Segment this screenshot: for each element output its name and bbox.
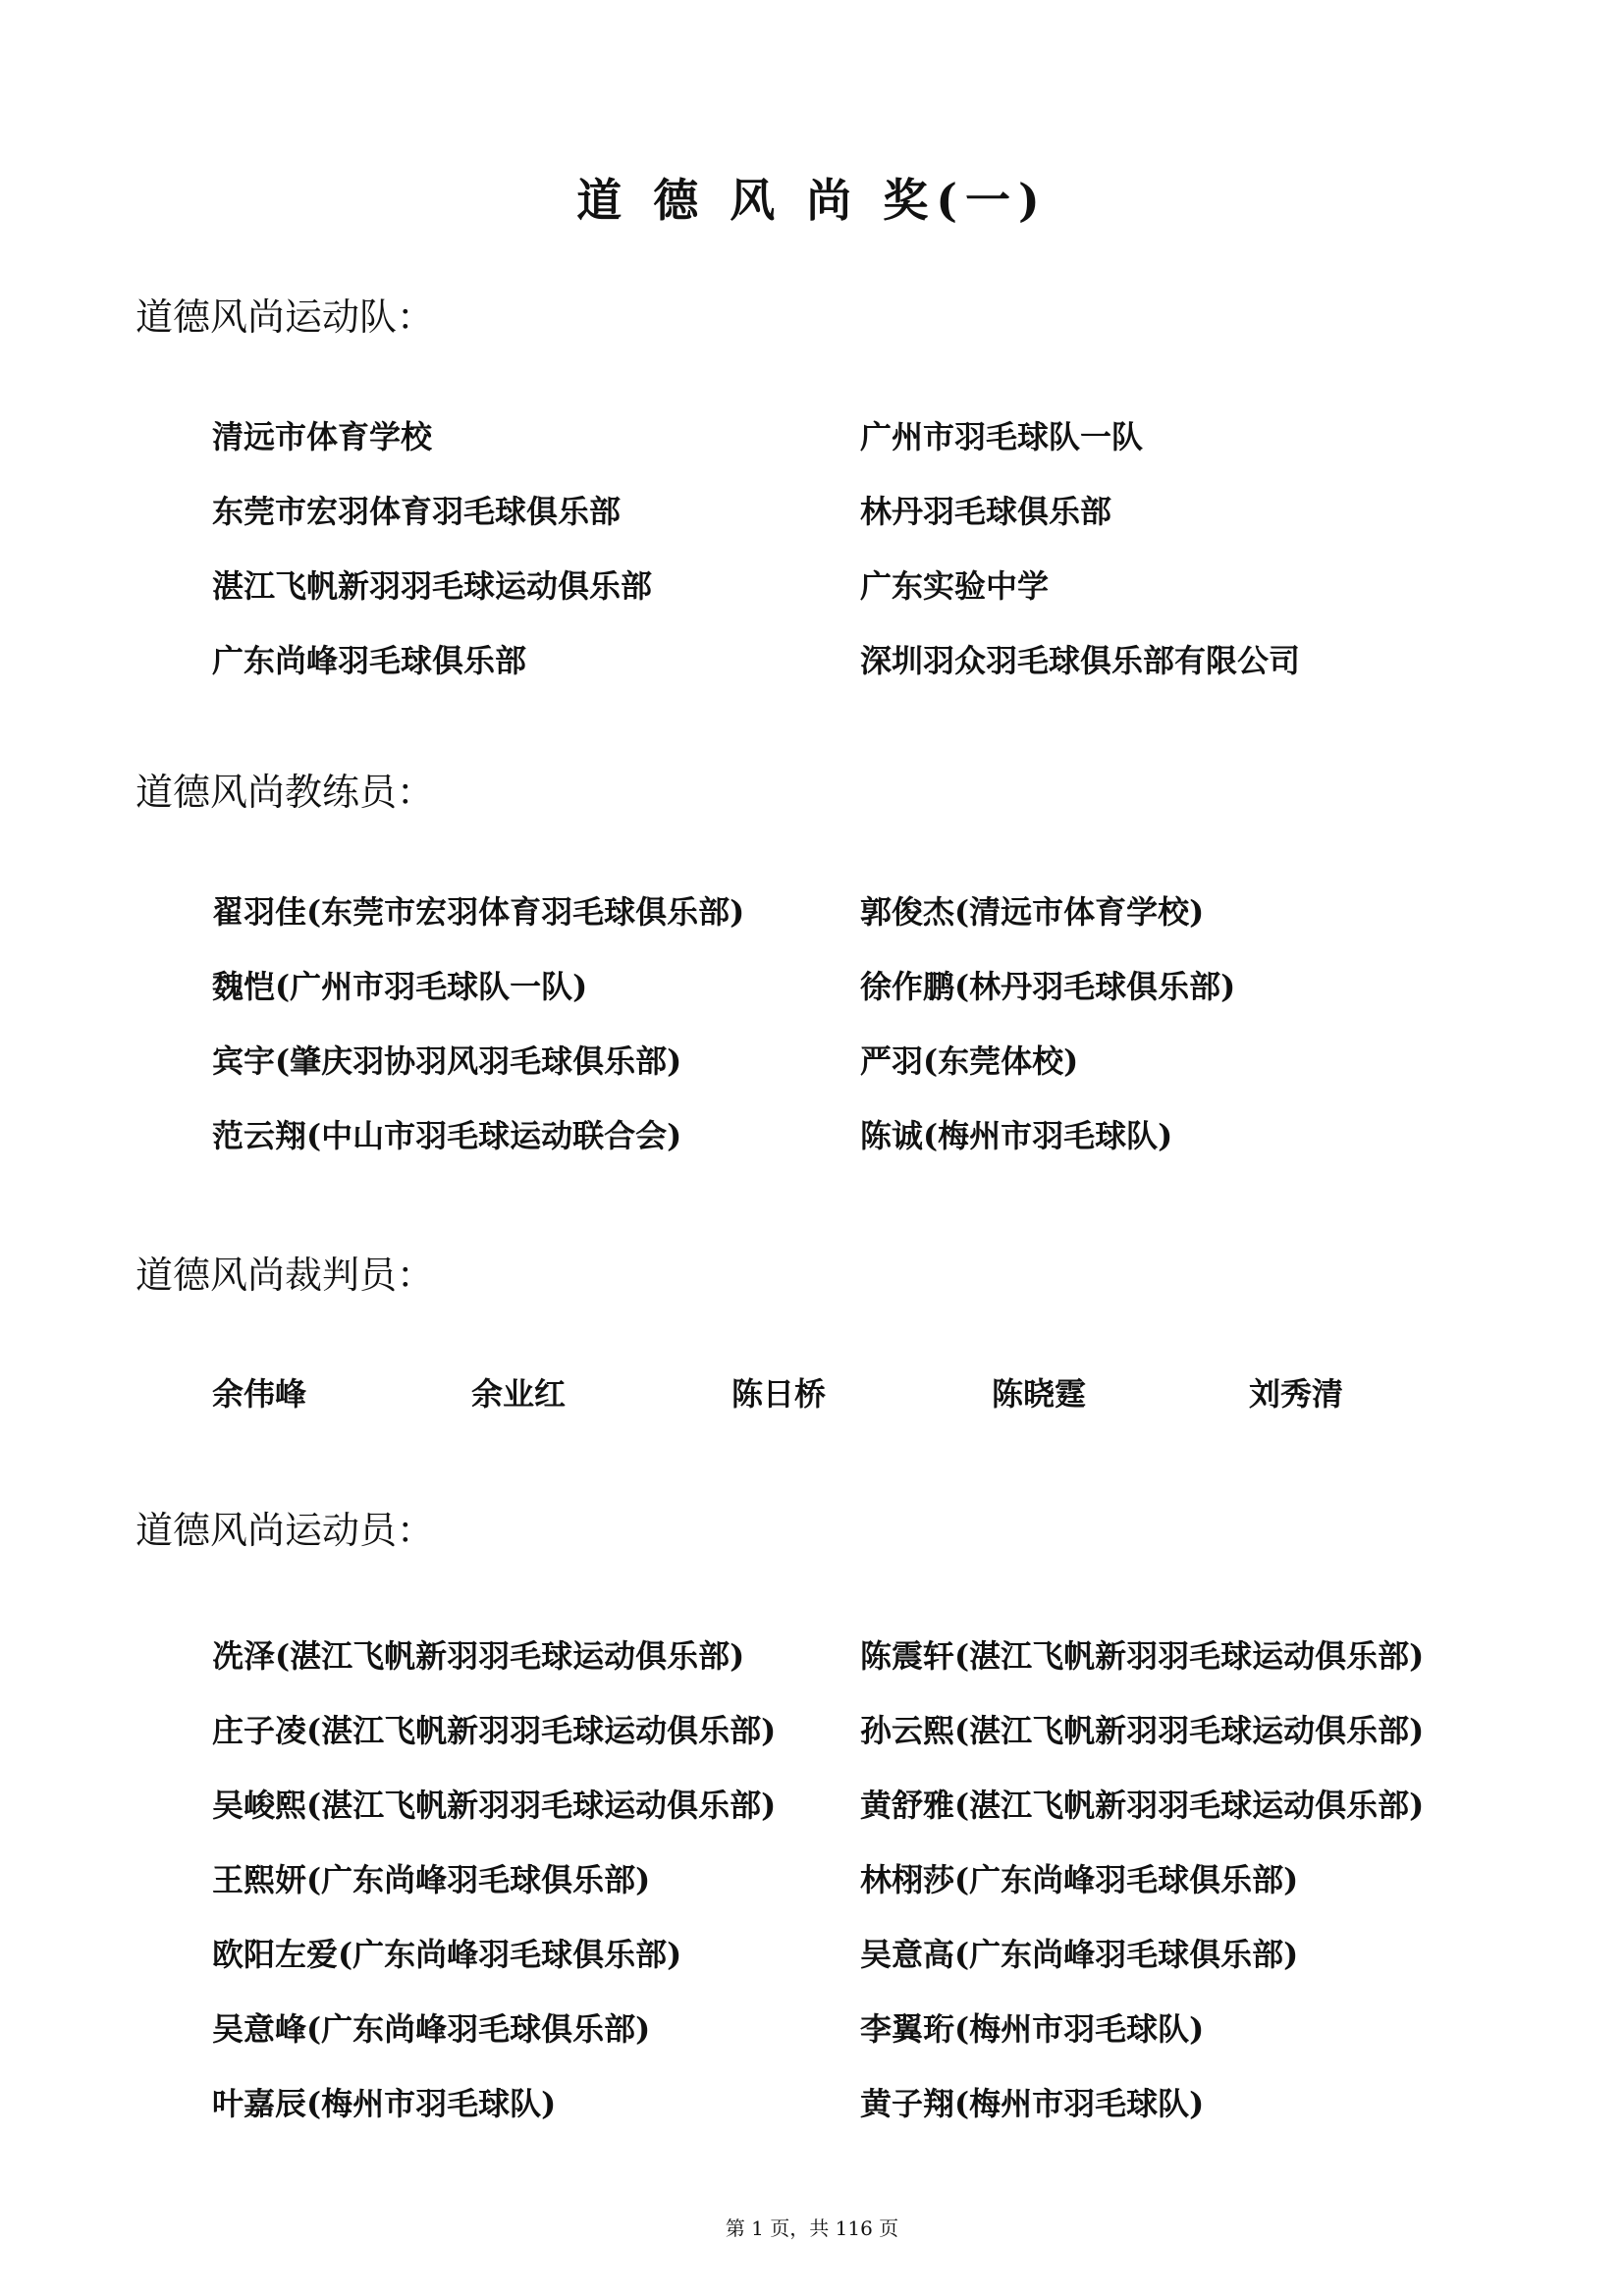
coach-entry: 宾宇(肇庆羽协羽风羽毛球俱乐部) — [212, 1042, 682, 1080]
team-name: 湛江飞帆新羽羽毛球运动俱乐部 — [212, 567, 653, 605]
team-name: 广东实验中学 — [860, 567, 1050, 605]
athlete-entry: 吴意高(广东尚峰羽毛球俱乐部) — [860, 1936, 1299, 1973]
athlete-entry: 林栩莎(广东尚峰羽毛球俱乐部) — [860, 1861, 1299, 1898]
athlete-entry: 孙云熙(湛江飞帆新羽羽毛球运动俱乐部) — [860, 1712, 1425, 1749]
team-name: 东莞市宏羽体育羽毛球俱乐部 — [212, 493, 622, 530]
athlete-entry: 黄舒雅(湛江飞帆新羽羽毛球运动俱乐部) — [860, 1787, 1425, 1824]
page-title: 道 德 风 尚 奖(一) — [576, 174, 1048, 227]
referee-name: 陈日桥 — [731, 1375, 827, 1413]
team-name: 深圳羽众羽毛球俱乐部有限公司 — [860, 642, 1301, 679]
team-name: 林丹羽毛球俱乐部 — [860, 493, 1112, 530]
referee-name: 余业红 — [471, 1375, 567, 1413]
coach-entry: 翟羽佳(东莞市宏羽体育羽毛球俱乐部) — [212, 893, 745, 931]
team-name: 广州市羽毛球队一队 — [860, 418, 1144, 455]
section-heading-referees: 道德风尚裁判员： — [135, 1254, 435, 1297]
coach-entry: 陈诚(梅州市羽毛球队) — [860, 1117, 1173, 1154]
athlete-entry: 李翼珩(梅州市羽毛球队) — [860, 2010, 1205, 2048]
section-heading-athletes: 道德风尚运动员： — [135, 1509, 435, 1552]
athlete-entry: 吴峻熙(湛江飞帆新羽羽毛球运动俱乐部) — [212, 1787, 777, 1824]
section-heading-teams: 道德风尚运动队： — [135, 295, 435, 339]
athlete-entry: 陈震轩(湛江飞帆新羽羽毛球运动俱乐部) — [860, 1637, 1425, 1675]
athlete-entry: 叶嘉辰(梅州市羽毛球队) — [212, 2085, 557, 2122]
referee-name: 陈晓霆 — [992, 1375, 1087, 1413]
coach-entry: 范云翔(中山市羽毛球运动联合会) — [212, 1117, 682, 1154]
page-footer: 第 1 页，共 116 页 — [725, 2216, 899, 2240]
athlete-entry: 庄子凌(湛江飞帆新羽羽毛球运动俱乐部) — [212, 1712, 777, 1749]
athlete-entry: 冼泽(湛江飞帆新羽羽毛球运动俱乐部) — [212, 1637, 745, 1675]
coach-entry: 魏恺(广州市羽毛球队一队) — [212, 968, 588, 1005]
referee-name: 余伟峰 — [212, 1375, 307, 1413]
coach-entry: 严羽(东莞体校) — [860, 1042, 1079, 1080]
coach-entry: 徐作鹏(林丹羽毛球俱乐部) — [860, 968, 1236, 1005]
coach-entry: 郭俊杰(清远市体育学校) — [860, 893, 1205, 931]
team-name: 广东尚峰羽毛球俱乐部 — [212, 642, 527, 679]
athlete-entry: 吴意峰(广东尚峰羽毛球俱乐部) — [212, 2010, 651, 2048]
team-name: 清远市体育学校 — [212, 418, 433, 455]
section-heading-coaches: 道德风尚教练员： — [135, 771, 435, 814]
athlete-entry: 王熙妍(广东尚峰羽毛球俱乐部) — [212, 1861, 651, 1898]
referee-name: 刘秀清 — [1249, 1375, 1344, 1413]
athlete-entry: 欧阳左爱(广东尚峰羽毛球俱乐部) — [212, 1936, 682, 1973]
athlete-entry: 黄子翔(梅州市羽毛球队) — [860, 2085, 1205, 2122]
